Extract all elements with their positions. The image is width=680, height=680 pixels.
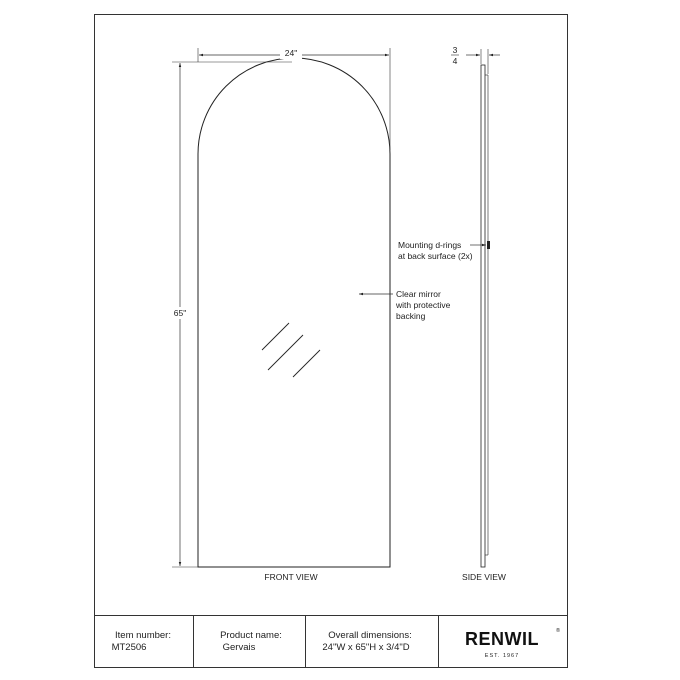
front-view-label: FRONT VIEW	[264, 572, 318, 582]
mirror-callout-line3: backing	[396, 311, 426, 321]
dimensions-value: 24"W x 65"H x 3/4"D	[322, 642, 410, 653]
height-label: 65"	[173, 308, 187, 318]
mirror-outline	[198, 58, 390, 567]
mounting-callout-line1: Mounting d-rings	[398, 240, 462, 250]
brand-established: EST. 1967	[484, 653, 520, 659]
brand-registered-mark: ®	[556, 628, 562, 634]
reflection-line	[262, 323, 289, 350]
reflection-line	[268, 335, 303, 370]
product-name-label: Product name:	[220, 630, 282, 641]
mirror-side-profile	[481, 65, 485, 567]
dimensions-label: Overall dimensions:	[328, 630, 412, 641]
reflection-line	[293, 350, 320, 377]
front-view	[168, 47, 451, 582]
brand-logo: RENWIL	[465, 629, 539, 649]
product-name-value: Gervais	[222, 642, 256, 653]
sheet-border	[95, 15, 568, 668]
width-label: 24"	[284, 48, 298, 58]
d-ring-marker	[487, 241, 490, 249]
mirror-callout-line1: Clear mirror	[396, 289, 441, 299]
title-block	[95, 616, 568, 668]
item-number-value: MT2506	[111, 642, 147, 653]
item-number-label: Item number:	[115, 630, 171, 641]
side-view-label: SIDE VIEW	[462, 572, 506, 582]
depth-label-denominator: 4	[452, 56, 458, 66]
depth-label-numerator: 3	[452, 45, 458, 55]
mounting-callout-line2: at back surface (2x)	[398, 251, 473, 261]
mirror-callout-line2: with protective	[396, 300, 451, 310]
